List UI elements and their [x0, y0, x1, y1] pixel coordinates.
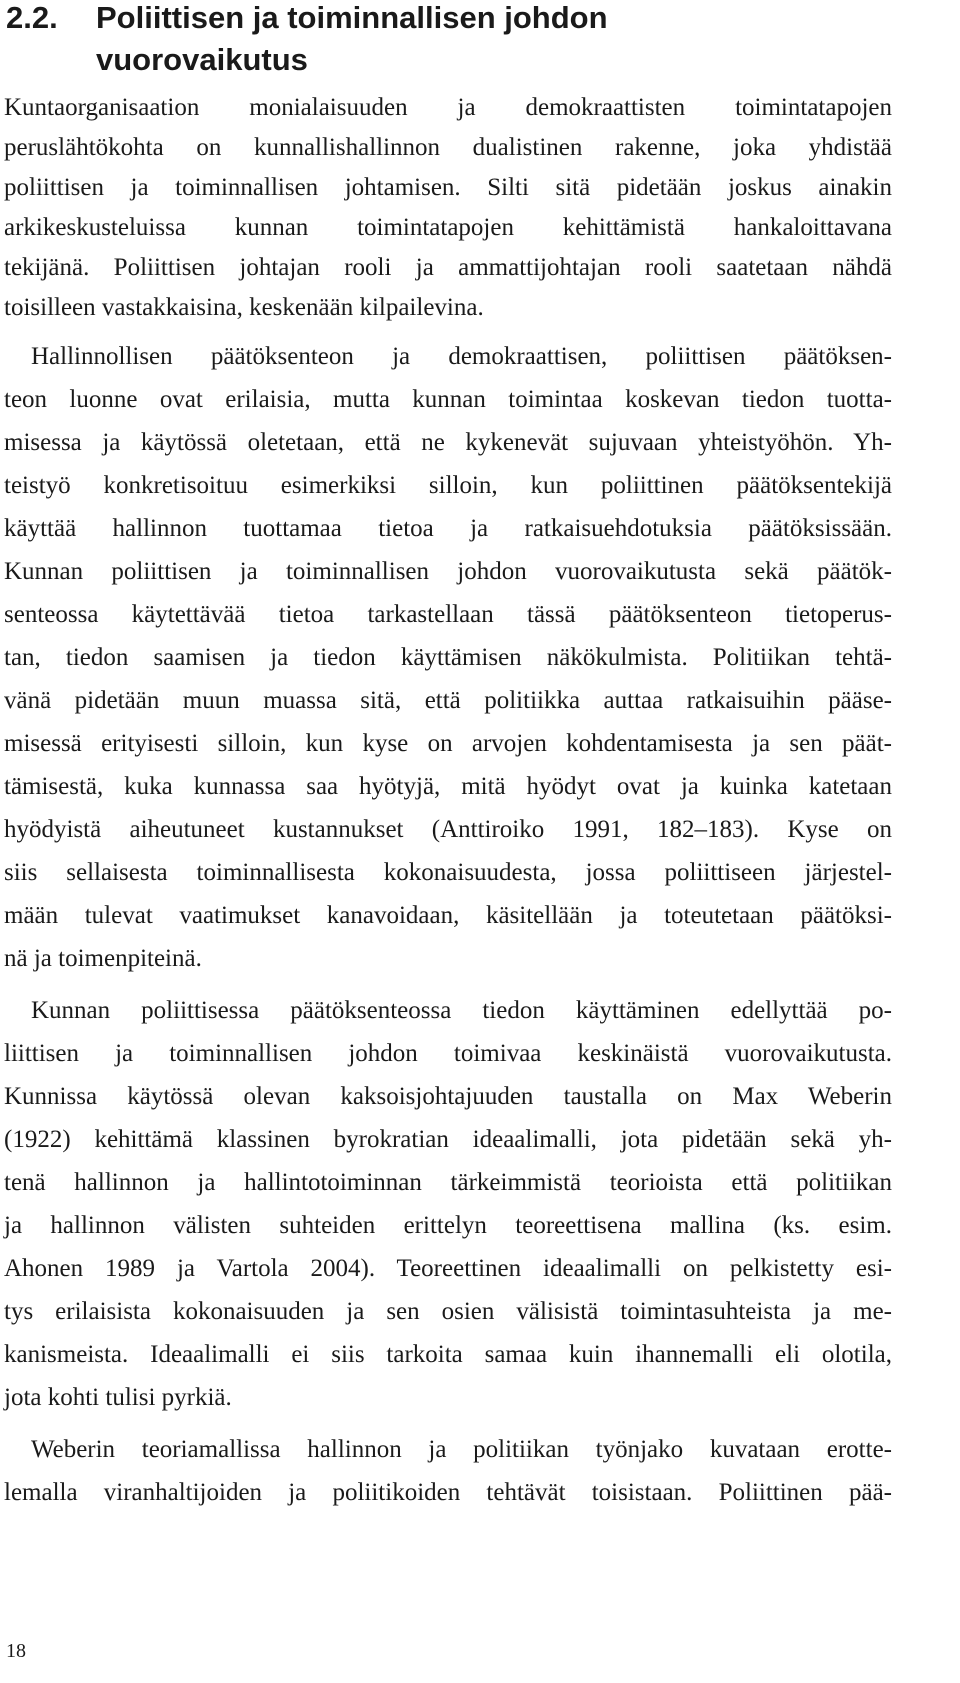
text-line: tys erilaisista kokonaisuuden ja sen osien välisistä toimintasuhteista ja me-	[4, 1298, 892, 1325]
text-line: tekijänä. Poliittisen johtajan rooli ja ammattijohtajan rooli saatetaan nähdä	[4, 254, 892, 281]
text-line: tenä hallinnon ja hallintotoiminnan tärkeimmistä teorioista että politiikan	[4, 1169, 892, 1196]
text-line: tan, tiedon saamisen ja tiedon käyttämisen näkökulmista. Politiikan tehtä-	[4, 644, 892, 671]
text-line: nä ja toimenpiteinä.	[4, 945, 202, 972]
text-line: siis sellaisesta toiminnallisesta kokonaisuudesta, jossa poliittiseen järjestel-	[4, 859, 892, 886]
text-line: kanismeista. Ideaalimalli ei siis tarkoita samaa kuin ihannemalli eli olotila,	[4, 1341, 892, 1368]
text-line: teistyö konkretisoituu esimerkiksi silloin, kun poliittinen päätöksentekijä	[4, 472, 892, 499]
text-line: hyödyistä aiheutuneet kustannukset (Anttiroiko 1991, 182–183). Kyse on	[4, 816, 892, 843]
text-line: Kunnissa käytössä olevan kaksoisjohtajuuden taustalla on Max Weberin	[4, 1083, 892, 1110]
text-line: lemalla viranhaltijoiden ja poliitikoiden tehtävät toisistaan. Poliittinen pää-	[4, 1479, 892, 1506]
text-line: misessä erityisesti silloin, kun kyse on arvojen kohdentamisesta ja sen päät-	[4, 730, 892, 757]
text-line: arkikeskusteluissa kunnan toimintatapojen kehittämistä hankaloittavana	[4, 214, 892, 241]
text-line: Kunnan poliittisessa päätöksenteossa tiedon käyttäminen edellyttää po-	[31, 997, 892, 1024]
text-line: tämisestä, kuka kunnassa saa hyötyjä, mitä hyödyt ovat ja kuinka katetaan	[4, 773, 892, 800]
text-line: Hallinnollisen päätöksenteon ja demokraattisen, poliittisen päätöksen-	[31, 343, 892, 370]
text-line: Kunnan poliittisen ja toiminnallisen johdon vuorovaikutusta sekä päätök-	[4, 558, 892, 585]
section-title-line-1: Poliittisen ja toiminnallisen johdon	[96, 0, 608, 35]
text-line: misessa ja käytössä oletetaan, että ne kykenevät sujuvaan yhteistyöhön. Yh-	[4, 429, 892, 456]
text-line: jota kohti tulisi pyrkiä.	[4, 1384, 232, 1411]
text-line: käyttää hallinnon tuottamaa tietoa ja ratkaisuehdotuksia päätöksissään.	[4, 515, 892, 542]
text-line: peruslähtökohta on kunnallishallinnon dualistinen rakenne, joka yhdistää	[4, 134, 892, 161]
page-number: 18	[6, 1640, 26, 1662]
text-line: vänä pidetään muun muassa sitä, että politiikka auttaa ratkaisuihin pääse-	[4, 687, 892, 714]
section-title-line-2: vuorovaikutus	[96, 42, 308, 77]
text-line: Weberin teoriamallissa hallinnon ja politiikan työnjako kuvataan erotte-	[31, 1436, 892, 1463]
text-line: toisilleen vastakkaisina, keskenään kilpailevina.	[4, 294, 484, 321]
text-line: (1922) kehittämä klassinen byrokratian ideaalimalli, jota pidetään sekä yh-	[4, 1126, 892, 1153]
text-line: senteossa käytettävää tietoa tarkastellaan tässä päätöksenteon tietoperus-	[4, 601, 892, 628]
text-line: poliittisen ja toiminnallisen johtamisen. Silti sitä pidetään joskus ainakin	[4, 174, 892, 201]
text-line: Ahonen 1989 ja Vartola 2004). Teoreettinen ideaalimalli on pelkistetty esi-	[4, 1255, 892, 1282]
text-line: ja hallinnon välisten suhteiden erittelyn teoreettisena mallina (ks. esim.	[4, 1212, 892, 1239]
text-line: mään tulevat vaatimukset kanavoidaan, käsitellään ja toteutetaan päätöksi-	[4, 902, 892, 929]
section-number: 2.2.	[6, 0, 58, 35]
text-line: Kuntaorganisaation monialaisuuden ja demokraattisten toimintatapojen	[4, 94, 892, 121]
text-line: liittisen ja toiminnallisen johdon toimivaa keskinäistä vuorovaikutusta.	[4, 1040, 892, 1067]
text-line: teon luonne ovat erilaisia, mutta kunnan toimintaa koskevan tiedon tuotta-	[4, 386, 892, 413]
